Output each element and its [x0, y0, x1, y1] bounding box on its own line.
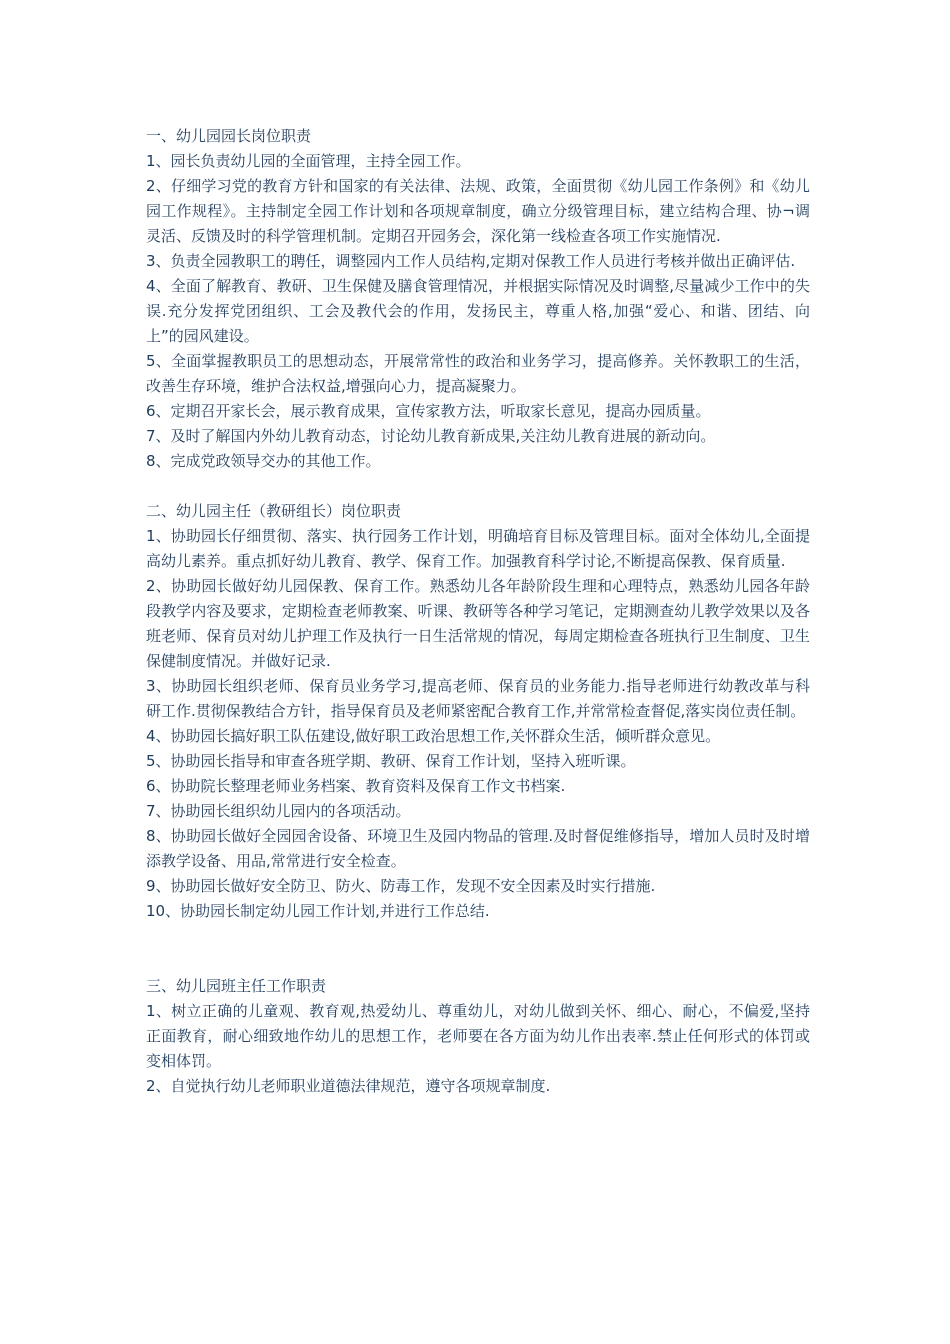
duty-item: 8、协助园长做好全园园舍设备、环境卫生及园内物品的管理.及时督促维修指导，增加人员时及时增添教学设备、用品,常常进行安全检查。	[146, 827, 810, 870]
duty-item: 6、协助院长整理老师业务档案、教育资料及保育工作文书档案.	[146, 777, 566, 795]
section-title: 三、幼儿园班主任工作职责	[146, 977, 327, 995]
duty-item: 10、协助园长制定幼儿园工作计划,并进行工作总结.	[146, 902, 490, 920]
section-principal-duties	[146, 124, 810, 474]
duty-item: 7、协助园长组织幼儿园内的各项活动。	[146, 802, 411, 820]
duty-item: 8、完成党政领导交办的其他工作。	[146, 452, 381, 470]
section-director-duties	[146, 499, 810, 924]
section-title: 二、幼儿园主任（教研组长）岗位职责	[146, 502, 402, 520]
duty-item: 9、协助园长做好安全防卫、防火、防毒工作，发现不安全因素及时实行措施.	[146, 877, 656, 895]
section-title: 一、幼儿园园长岗位职责	[146, 127, 312, 145]
duty-item: 5、全面掌握教职员工的思想动态，开展常常性的政治和业务学习，提高修养。关怀教职工的生活，改善生存环境，维护合法权益,增强向心力，提高凝聚力。	[146, 352, 810, 395]
duty-item: 3、协助园长组织老师、保育员业务学习,提高老师、保育员的业务能力.指导老师进行幼教改革与科研工作.贯彻保教结合方针，指导保育员及老师紧密配合教育工作,并常常检查督促,落实岗位责任制。	[146, 677, 810, 720]
duty-item: 3、负责全园教职工的聘任，调整园内工作人员结构,定期对保教工作人员进行考核并做出正确评估.	[146, 252, 796, 270]
duty-item: 2、自觉执行幼儿老师职业道德法律规范，遵守各项规章制度.	[146, 1077, 551, 1095]
section-spacer	[146, 474, 810, 499]
document-page	[146, 124, 810, 1099]
duty-item: 7、及时了解国内外幼儿教育动态，讨论幼儿教育新成果,关注幼儿教育进展的新动向。	[146, 427, 716, 445]
duty-item: 5、协助园长指导和审查各班学期、教研、保育工作计划，坚持入班听课。	[146, 752, 636, 770]
duty-item: 1、协助园长仔细贯彻、落实、执行园务工作计划，明确培育目标及管理目标。面对全体幼儿,全面提高幼儿素养。重点抓好幼儿教育、教学、保育工作。加强教育科学讨论,不断提高保教、保育质量.	[146, 527, 810, 570]
duty-item: 2、仔细学习党的教育方针和国家的有关法律、法规、政策，全面贯彻《幼儿园工作条例》和《幼儿园工作规程》。主持制定全园工作计划和各项规章制度，确立分级管理目标，建立结构合理、协¬调灵活、反馈及时的科学管理机制。定期召开园务会，深化第一线检查各项工作实施情况.	[146, 177, 810, 245]
section-spacer	[146, 924, 810, 974]
duty-item: 4、协助园长搞好职工队伍建设,做好职工政治思想工作,关怀群众生活，倾听群众意见。	[146, 727, 721, 745]
section-head-teacher-duties	[146, 974, 810, 1099]
duty-item: 6、定期召开家长会，展示教育成果，宣传家教方法，听取家长意见，提高办园质量。	[146, 402, 711, 420]
duty-item: 1、树立正确的儿童观、教育观,热爱幼儿、尊重幼儿，对幼儿做到关怀、细心、耐心，不偏爱,坚持正面教育，耐心细致地作幼儿的思想工作，老师要在各方面为幼儿作出表率.禁止任何形式的体罚或变相体罚。	[146, 1002, 810, 1070]
duty-item: 2、协助园长做好幼儿园保教、保育工作。熟悉幼儿各年龄阶段生理和心理特点，熟悉幼儿园各年龄段教学内容及要求，定期检查老师教案、听课、教研等各种学习笔记，定期测查幼儿教学效果以及各班老师、保育员对幼儿护理工作及执行一日生活常规的情况，每周定期检查各班执行卫生制度、卫生保健制度情况。并做好记录.	[146, 577, 810, 670]
duty-item: 4、全面了解教育、教研、卫生保健及膳食管理情况，并根据实际情况及时调整,尽量减少工作中的失误.充分发挥党团组织、工会及教代会的作用，发扬民主，尊重人格,加强“爱心、和谐、团结、向上”的园风建设。	[146, 277, 810, 345]
duty-item: 1、园长负责幼儿园的全面管理，主持全园工作。	[146, 152, 471, 170]
